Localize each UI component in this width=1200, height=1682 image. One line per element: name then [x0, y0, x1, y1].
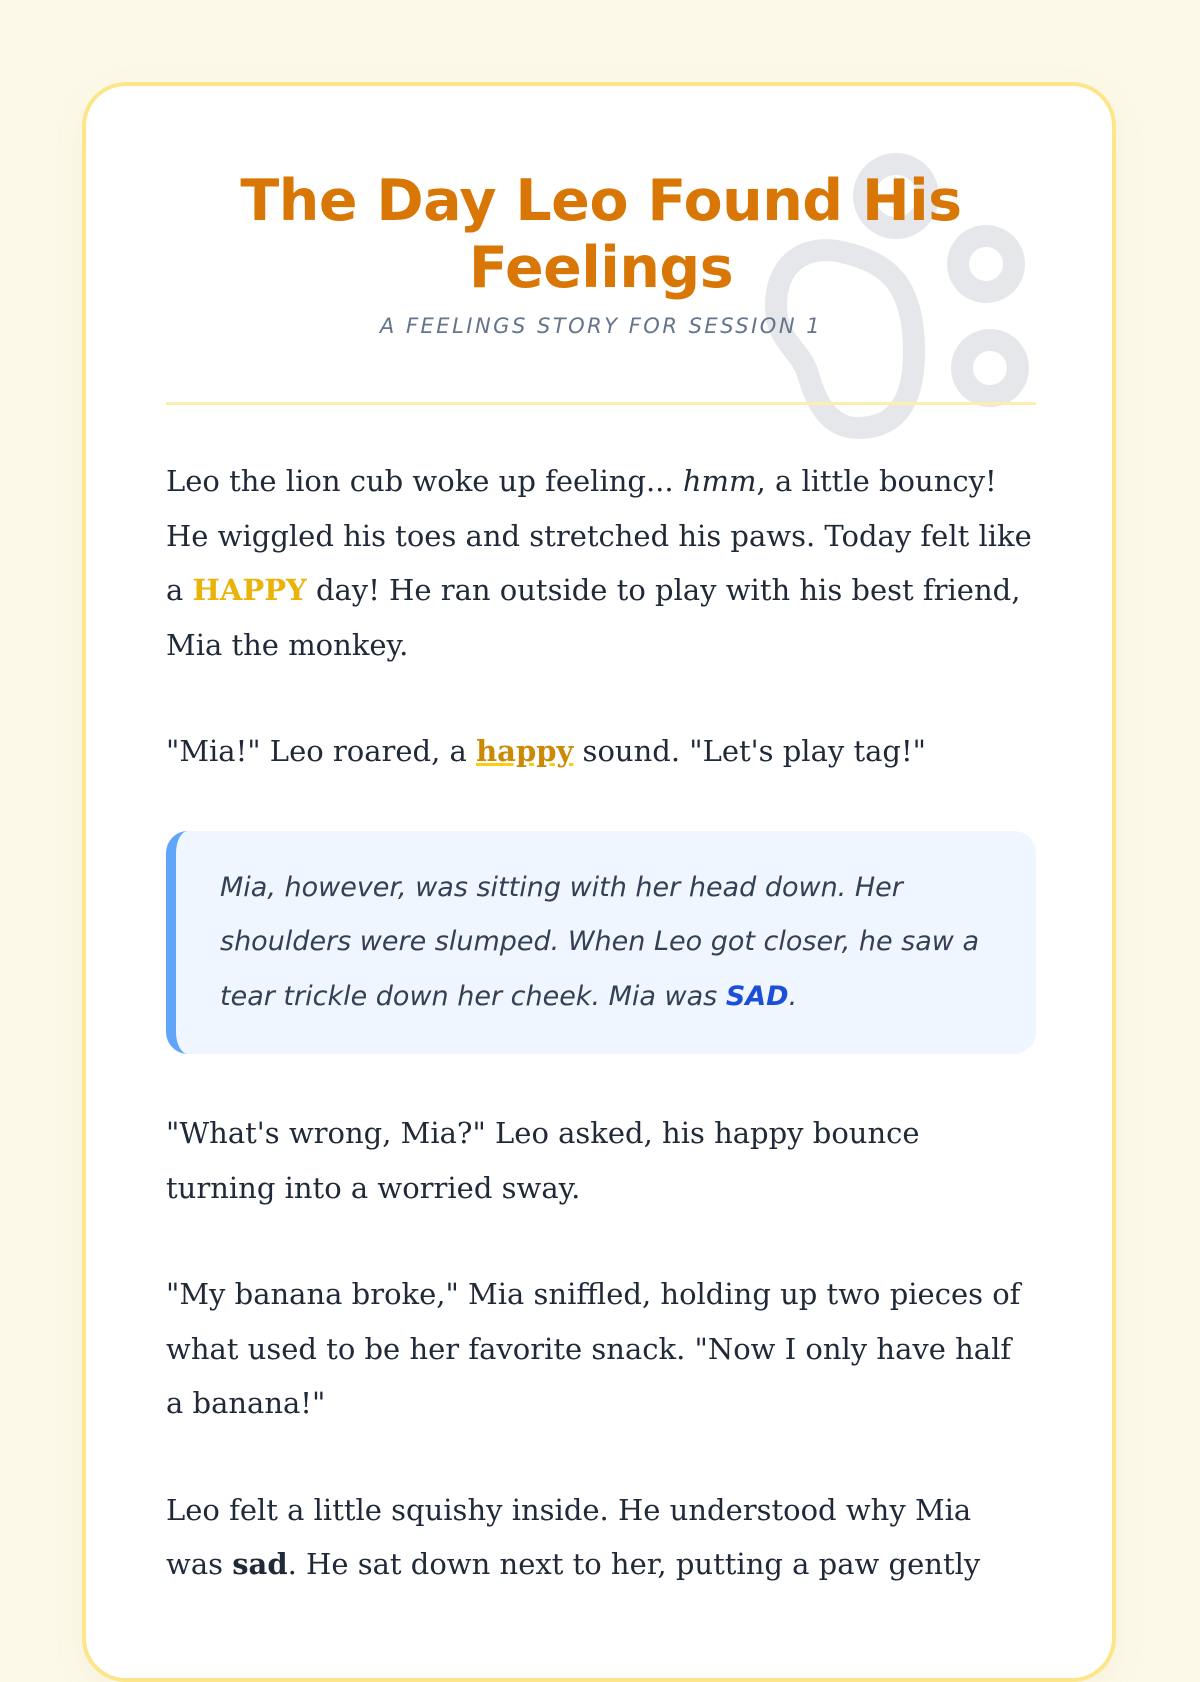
story-body: [166, 454, 1036, 1644]
title-divider: [166, 402, 1036, 405]
feeling-word-sad: sad: [232, 1547, 288, 1581]
story-title: The Day Leo Found His Feelings: [240, 168, 962, 301]
story-card: [82, 82, 1116, 1682]
feeling-word-happy: HAPPY: [192, 573, 307, 607]
feeling-word-happy: happy: [476, 734, 574, 768]
story-paragraph: Leo felt a little squishy inside. He understood why Mia was sad. He sat down next to her, putting a paw gently: [166, 1492, 981, 1581]
story-paragraph: "Mia!" Leo roared, a happy sound. "Let's play tag!": [166, 734, 926, 768]
story-paragraph: Leo the lion cub woke up feeling... hmm, a little bouncy! He wiggled his toes and stretched his paws. Today felt like a HAPPY day! He ran outside to play with his best friend, Mia the monkey.: [166, 464, 1032, 662]
feeling-word-sad: SAD: [725, 980, 789, 1012]
sad-callout: Mia, however, was sitting with her head down. Her shoulders were slumped. When Leo got closer, he saw a tear trickle down her cheek. Mia was SAD.: [166, 831, 1036, 1055]
story-paragraph: "My banana broke," Mia sniffled, holding up two pieces of what used to be her favorite snack. "Now I only have half a banana!": [166, 1277, 1021, 1420]
story-paragraph: "What's wrong, Mia?" Leo asked, his happy bounce turning into a worried sway.: [166, 1116, 920, 1205]
story-subtitle: A FEELINGS STORY FOR SESSION 1: [379, 314, 823, 338]
